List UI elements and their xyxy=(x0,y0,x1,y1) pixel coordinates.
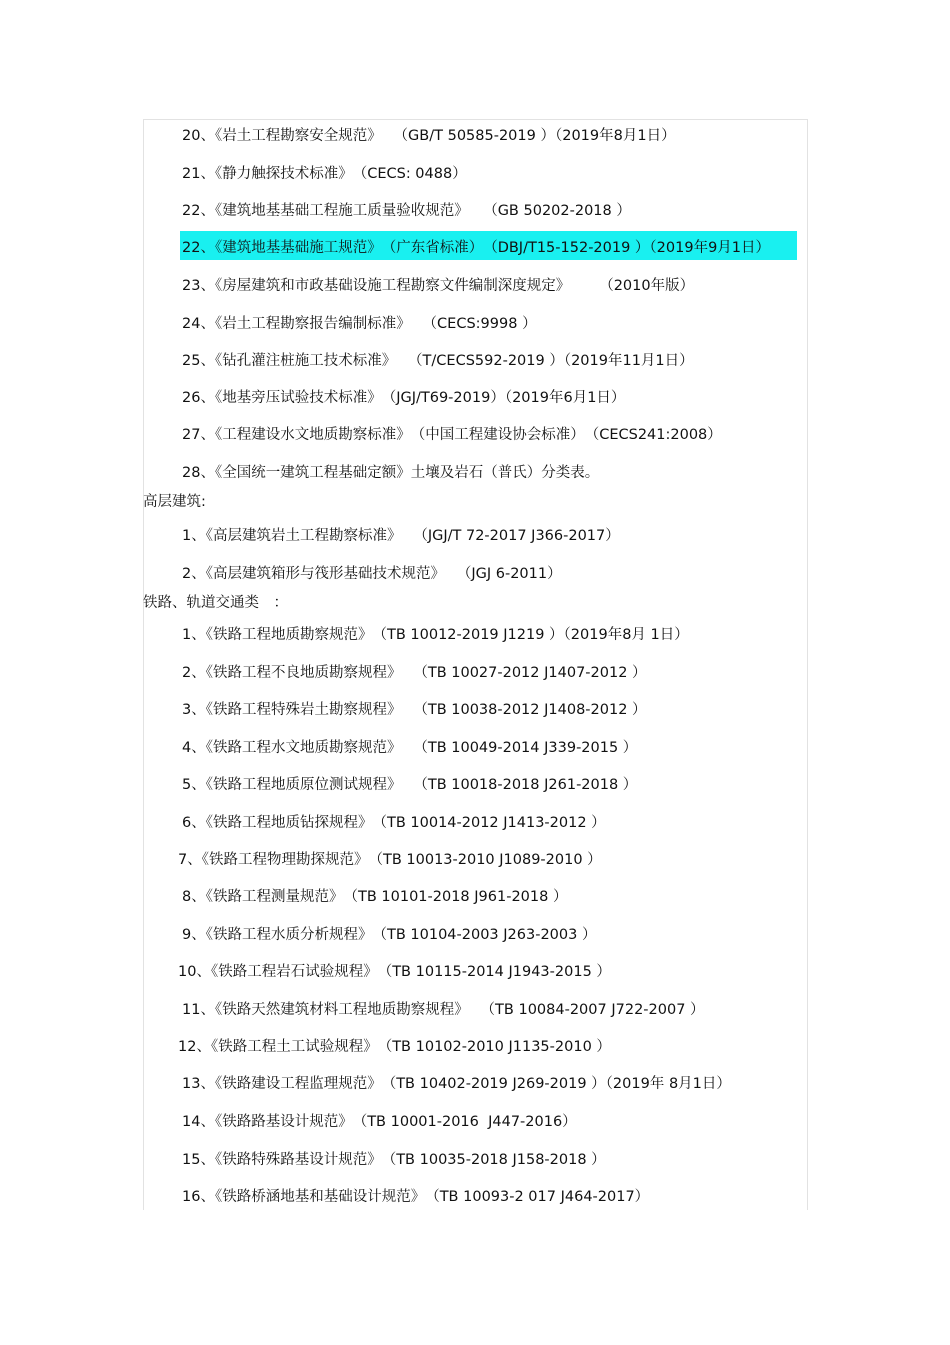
list-item: 15、《铁路特殊路基设计规范》 （TB 10035-2018 J158-2018 ） xyxy=(182,1152,606,1168)
list-item: 3、《铁路工程特殊岩土勘察规程》 （TB 10038-2012 J1408-2012 ） xyxy=(182,702,647,718)
list-item: 27、《工程建设水文地质勘察标准》 （中国工程建设协会标准） （CECS241:2008） xyxy=(182,427,722,443)
list-item: 25、《钻孔灌注桩施工技术标准》 （T/CECS592-2019 ）（2019年11月1日） xyxy=(182,353,694,369)
list-item: 21、《静力触探技术标准》 （CECS: 0488） xyxy=(182,166,467,182)
list-item: 23、《房屋建筑和市政基础设施工程勘察文件编制深度规定》 （2010年版） xyxy=(182,278,695,294)
list-item: 13、《铁路建设工程监理规范》 （TB 10402-2019 J269-2019 ）（2019年 8月1日） xyxy=(182,1076,731,1092)
list-item: 28、《全国统一建筑工程基础定额》土壤及岩石（普氏）分类表。 xyxy=(182,465,600,481)
list-item: 12、《铁路工程土工试验规程》 （TB 10102-2010 J1135-2010 ） xyxy=(178,1039,611,1055)
list-item: 26、《地基旁压试验技术标准》 （JGJ/T69-2019）（2019年6月1日） xyxy=(182,390,626,406)
list-item: 5、《铁路工程地质原位测试规程》 （TB 10018-2018 J261-2018 ） xyxy=(182,777,638,793)
list-item: 1、《铁路工程地质勘察规范》 （TB 10012-2019 J1219 ）（2019年8月 1日） xyxy=(182,627,689,643)
list-item: 8、《铁路工程测量规范》 （TB 10101-2018 J961-2018 ） xyxy=(182,889,568,905)
list-item: 22、《建筑地基基础工程施工质量验收规范》 （GB 50202-2018 ） xyxy=(182,203,631,219)
list-item: 24、《岩土工程勘察报告编制标准》 （CECS:9998 ） xyxy=(182,316,537,332)
section-heading-high-rise: 高层建筑: xyxy=(143,494,206,510)
list-item: 1、《高层建筑岩土工程勘察标准》 （JGJ/T 72-2017 J366-2017） xyxy=(182,528,620,544)
list-item: 11、《铁路天然建筑材料工程地质勘察规程》 （TB 10084-2007 J722-2007 ） xyxy=(182,1002,705,1018)
list-item: 20、《岩土工程勘察安全规范》 （GB/T 50585-2019 ）（2019年8月1日） xyxy=(182,128,676,144)
list-item-highlighted: 22、《建筑地基基础施工规范》 （广东省标准） （DBJ/T15-152-2019 ）（2019年9月1日） xyxy=(182,240,771,256)
list-item: 14、《铁路路基设计规范》 （TB 10001-2016 J447-2016） xyxy=(182,1114,577,1130)
list-item: 2、《高层建筑箱形与筏形基础技术规范》 （JGJ 6-2011） xyxy=(182,566,562,582)
list-item: 7、《铁路工程物理勘探规范》 （TB 10013-2010 J1089-2010 ） xyxy=(178,852,602,868)
section-heading-railway: 铁路、轨道交通类 ： xyxy=(143,595,288,611)
list-item: 10、《铁路工程岩石试验规程》 （TB 10115-2014 J1943-2015 ） xyxy=(178,964,611,980)
list-item: 9、《铁路工程水质分析规程》 （TB 10104-2003 J263-2003 ） xyxy=(182,927,597,943)
list-item: 16、《铁路桥涵地基和基础设计规范》 （TB 10093-2 017 J464-2017） xyxy=(182,1189,650,1205)
list-item: 4、《铁路工程水文地质勘察规范》 （TB 10049-2014 J339-2015 ） xyxy=(182,740,638,756)
list-item: 2、《铁路工程不良地质勘察规程》 （TB 10027-2012 J1407-2012 ） xyxy=(182,665,647,681)
list-item: 6、《铁路工程地质钻探规程》 （TB 10014-2012 J1413-2012 ） xyxy=(182,815,606,831)
